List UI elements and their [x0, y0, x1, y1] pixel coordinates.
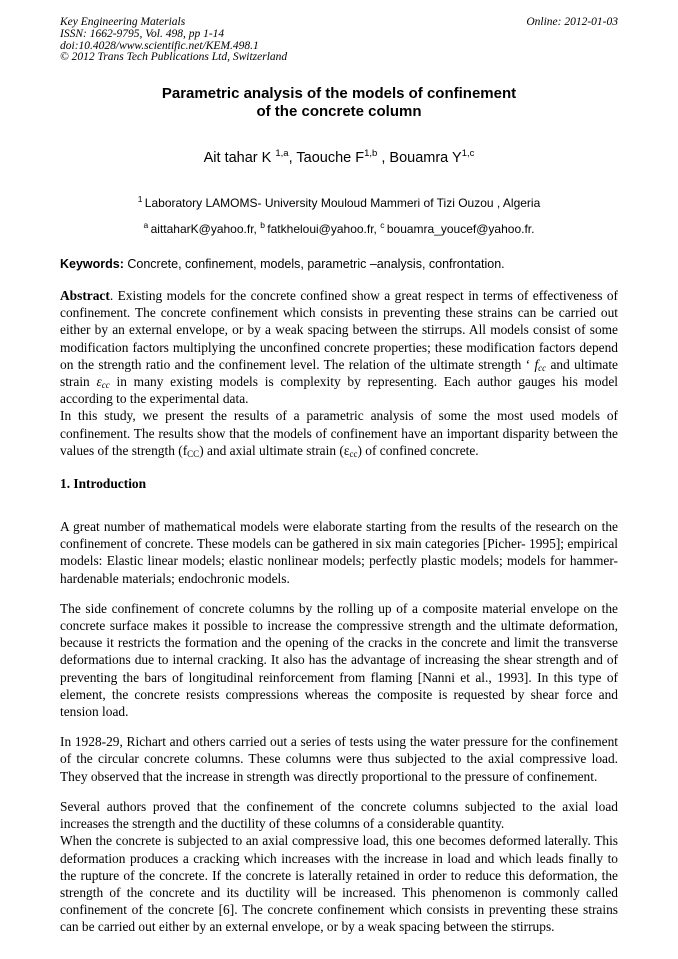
intro-paragraph-1: A great number of mathematical models were elaborate starting from the results of the research on the confinement of concrete. These models can be gathered in six main categories [Picher- 1995]; empirical models: Elastic linear models; elastic nonlinear models; perfectly plastic models; models for hammer-hardenable materials; endochronic models.	[60, 519, 618, 586]
email-a: aittaharK@yahoo.fr,	[150, 222, 261, 237]
author-2-affmark: 1,b	[364, 148, 378, 160]
math-fcc-symbol: f	[534, 356, 539, 372]
paper-title-line2: of the concrete column	[256, 103, 422, 121]
abstract-p2-text-b: ) and axial ultimate strain (ε	[199, 442, 350, 458]
keywords-text: Concrete, confinement, models, parametric –analysis, confrontation.	[123, 257, 505, 272]
author-separator-2: ,	[377, 150, 390, 167]
intro-paragraph-4a: Several authors proved that the confinement of the concrete columns subjected to the axial load increases the strength and the ductility of these columns of a considerable quantity.	[60, 798, 618, 832]
paper-title	[60, 85, 618, 121]
affiliation-number: 1	[137, 194, 145, 205]
author-3: Bouamra Y	[389, 150, 462, 167]
abstract-p1-text-c: in many existing models is complexity by representing. Each author gauges his model according to the experimental data.	[60, 374, 618, 407]
math-fcc2-subscript: CC	[187, 448, 200, 459]
journal-info-block	[60, 17, 287, 64]
email-a-mark: a	[143, 220, 151, 231]
keywords-label: Keywords:	[60, 257, 124, 272]
abstract-paragraph-1	[60, 287, 618, 407]
intro-paragraph-2: The side confinement of concrete columns by the rolling up of a composite material envelope on the concrete surface makes it possible to increase the compressive strength and the ultimate deformation, because it restricts the formation and the opening of the cracks in the concrete and limit the transverse deformations due to internal cracking. It also has the advantage of increasing the shear strength and of preventing the bars of longitudinal reinforcement from flaming [Nanni et al., 1993]. In this type of element, the concrete resists compressions whereas the composite is requested by shear force and tension load.	[60, 600, 618, 720]
email-b-mark: b	[260, 220, 268, 231]
abstract-paragraph-2	[60, 407, 618, 459]
email-c: bouamra_youcef@yahoo.fr.	[386, 222, 535, 237]
journal-header	[60, 17, 618, 64]
affiliation-line	[60, 192, 618, 210]
author-3-affmark: 1,c	[461, 148, 475, 160]
intro-paragraph-4b: When the concrete is subjected to an axial compressive load, this one becomes deformed laterally. This deformation produces a cracking which increases with the increase in load and which leads finally to the rupture of the concrete. If the concrete is laterally retained in order to reduce this deformation, the strength of the concrete and its ductility will be increased. This phenomenon is commonly called confinement of the concrete [6]. The concrete confinement which consists in preventing these strains can be carried out either by an external envelope, or by a weak spacing between the stirrups.	[60, 833, 618, 935]
author-1: Ait tahar K	[203, 150, 276, 167]
affiliation-text: Laboratory LAMOMS- University Mouloud Mammeri of Tizi Ouzou , Algeria	[144, 196, 541, 211]
email-b: fatkheloui@yahoo.fr,	[267, 222, 381, 237]
section-1-heading: 1. Introduction	[60, 476, 147, 492]
math-epscc2-subscript: cc	[349, 448, 358, 459]
section-1-body	[60, 518, 618, 935]
journal-name: Key Engineering Materials	[60, 16, 186, 28]
abstract-label: Abstract	[60, 288, 110, 304]
author-1-affmark: 1,a	[275, 148, 289, 160]
journal-doi-line: doi:10.4028/www.scientific.net/KEM.498.1	[60, 39, 259, 52]
paper-title-line1: Parametric analysis of the models of confinement	[161, 85, 517, 103]
math-epsilon-subscript: cc	[101, 380, 110, 391]
author-separator-1: ,	[288, 150, 297, 167]
abstract-p2-text-c: ) of confined concrete.	[357, 442, 479, 458]
abstract-p1-text-a: . Existing models for the concrete confined show a great respect in terms of effectiveness of confinement. The concrete confinement which consists in preventing these strains can be carried out either by an external envelope, or by a weak spacing between the stirrups. All models consist of some modification factors multiplying the unconfined concrete properties; these modification factors depend on the strength ratio and the confinement level. The relation of the ultimate strength ‘	[60, 288, 618, 372]
author-2: Taouche F	[296, 150, 365, 167]
emails-line	[60, 218, 618, 236]
math-fcc-subscript: cc	[538, 362, 547, 373]
email-c-mark: c	[380, 220, 387, 231]
online-date: Online: 2012-01-03	[526, 16, 618, 28]
journal-copyright-line: © 2012 Trans Tech Publications Ltd, Switzerland	[60, 51, 288, 64]
journal-issn-line: ISSN: 1662-9795, Vol. 498, pp 1-14	[60, 27, 225, 40]
abstract-block	[60, 287, 618, 459]
authors-line	[60, 145, 618, 167]
math-epsilon-symbol: ε	[96, 374, 102, 390]
abstract-p2-text-a: In this study, we present the results of a parametric analysis of some the most used models of confinement. The results show that the models of confinement have an important disparity between the values of the strength (f	[60, 408, 618, 458]
intro-paragraph-3: In 1928-29, Richart and others carried out a series of tests using the water pressure for the confinement of the circular concrete columns. These columns were thus subjected to the axial compressive load. They observed that the increase in strength was directly proportional to the pressure of confinement.	[60, 734, 618, 784]
keywords-line	[60, 257, 618, 272]
abstract-p1-text-b: and ultimate strain	[60, 356, 618, 390]
